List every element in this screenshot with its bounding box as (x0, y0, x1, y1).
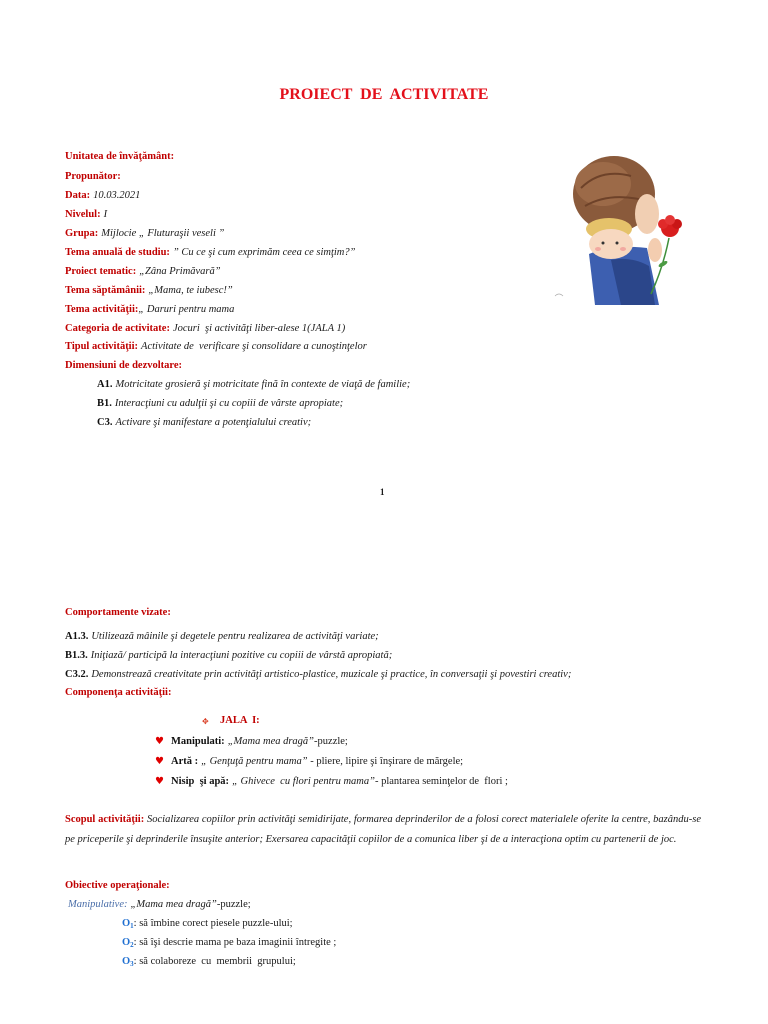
child-face (589, 229, 633, 259)
purpose-paragraph (65, 810, 701, 849)
signature-mark (555, 294, 563, 296)
objective-code: $O_1$ (122, 918, 134, 930)
field-value: Mijlocie „ Fluturaşii veseli ” (101, 228, 225, 239)
center-item (171, 755, 463, 769)
field-group (65, 227, 224, 241)
behavior-code: A1.3. (65, 631, 89, 642)
field-value: „Mama, te iubesc!” (148, 285, 233, 296)
center-title: „ Genţuţă pentru mama” (201, 756, 308, 767)
objective-text: : să colaboreze cu membrii grupului; (133, 956, 296, 967)
field-date (65, 189, 140, 203)
dimension-item (97, 397, 343, 411)
field-label: Tema anuală de studiu: (65, 247, 170, 258)
objective-text: : să îmbine corect piesele puzzle-ului; (133, 918, 293, 929)
mother-child-illustration (551, 148, 691, 308)
heart-icon: ♥ (155, 736, 164, 747)
child-eye (602, 242, 605, 245)
mother-cheek (635, 194, 659, 234)
objectives-section-desc: -puzzle; (216, 899, 251, 910)
behavior-text: Demonstrează creativitate prin activităţi artistico-plastice, muzicale şi practice, în conversaţii şi povestiri creativ; (91, 669, 572, 680)
objective-text: : să îşi descrie mama pe baza imaginii întregite ; (133, 937, 337, 948)
objective-item (122, 936, 336, 952)
mother-hand (648, 238, 662, 262)
objective-item (122, 955, 296, 971)
dimension-code: C3. (97, 417, 113, 428)
field-label: Tema activităţii: (65, 304, 139, 315)
dimension-code: A1. (97, 379, 113, 390)
section-label: Obiective operaţionale: (65, 880, 170, 891)
page-number: 1 (380, 487, 385, 497)
center-item (171, 735, 348, 749)
field-project (65, 265, 221, 279)
field-label: Proiect tematic: (65, 266, 137, 277)
pin-bullet-icon: ✥ (202, 717, 209, 726)
heart-icon: ♥ (155, 776, 164, 787)
field-value: „ Daruri pentru mama (138, 304, 235, 315)
jala-group (220, 714, 260, 728)
section-label: Componenţa activităţii: (65, 687, 172, 698)
behavior-code: C3.2. (65, 669, 89, 680)
group-label: JALA I: (220, 715, 260, 726)
behavior-code: B1.3. (65, 650, 88, 661)
field-label: Nivelul: (65, 209, 101, 220)
objectives-section-name: Manipulative: (68, 899, 128, 910)
field-label: Dimensiuni de dezvoltare: (65, 360, 183, 371)
behavior-item (65, 668, 571, 682)
field-activity-theme (65, 303, 234, 317)
center-desc: - plantarea seminţelor de flori ; (374, 776, 508, 787)
behavior-item (65, 630, 379, 644)
field-unit (65, 150, 174, 164)
dimension-text: Interacţiuni cu adulţii şi cu copiii de vârste apropiate; (114, 398, 344, 409)
field-value: „Zâna Primăvară” (139, 266, 221, 277)
field-label: Categoria de activitate: (65, 323, 170, 334)
center-desc: -puzzle; (314, 736, 348, 747)
field-activity-type (65, 340, 367, 354)
objective-code: $O_2$ (122, 937, 134, 949)
field-value: ” Cu ce şi cum exprimăm ceea ce simţim?” (172, 247, 356, 258)
behavior-text: Utilizează mâinile şi degetele pentru realizarea de activităţi variate; (91, 631, 379, 642)
center-item (171, 775, 508, 789)
center-title: „Mama mea dragă” (227, 736, 315, 747)
objective-item (122, 917, 293, 933)
heart-icon: ♥ (155, 756, 164, 767)
field-label: Tema săptămânii: (65, 285, 146, 296)
objective-code: $O_3$ (122, 956, 134, 968)
section-label: Comportamente vizate: (65, 607, 171, 618)
components-heading (65, 686, 171, 700)
field-value: Jocuri şi activităţi liber-alese 1(JALA 1) (172, 323, 346, 334)
center-title: „ Ghivece cu flori pentru mama” (232, 776, 375, 787)
field-proposer (65, 170, 121, 184)
field-label: Grupa: (65, 228, 99, 239)
field-value: 10.03.2021 (93, 190, 141, 201)
page-title: PROIECT DE ACTIVITATE (279, 86, 489, 103)
section-label: Scopul activităţii: (65, 814, 145, 825)
field-annual-theme (65, 246, 355, 260)
field-label: Propunător: (65, 171, 121, 182)
field-label: Tipul activităţii: (65, 341, 139, 352)
objectives-section (68, 898, 251, 912)
field-label: Unitatea de învăţământ: (65, 151, 175, 162)
field-level (65, 208, 107, 222)
dimension-text: Motricitate grosieră şi motricitate fină în contexte de viaţă de familie; (115, 379, 411, 390)
field-value: I (103, 209, 108, 220)
objectives-heading (65, 879, 170, 893)
field-category (65, 322, 345, 336)
dimension-item (97, 378, 410, 392)
purpose-text: Socializarea copiilor prin activităţi semidirijate, formarea deprinderilor de a folosi corect materialele oferite la centre, bazându-se pe priceperile şi deprinderile însuşite anterior; Exersarea capacităţii copiilor de a comunica liber şi de a interacţiona optim cu partenerii de joc. (65, 814, 702, 845)
center-desc: - pliere, lipire şi înşirare de mărgele; (307, 756, 464, 767)
field-dimensions (65, 359, 182, 373)
behavior-text: Iniţiază/ participă la interacţiuni pozitive cu copiii de vârstă apropiată; (90, 650, 393, 661)
center-name: Artă : (171, 756, 199, 767)
dimension-code: B1. (97, 398, 112, 409)
dimension-text: Activare şi manifestare a potenţialului creativ; (115, 417, 312, 428)
child-eye (616, 242, 619, 245)
center-name: Manipulati: (171, 736, 225, 747)
center-name: Nisip şi apă: (171, 776, 230, 787)
objectives-section-title: „Mama mea dragă” (130, 899, 217, 910)
dimension-item (97, 416, 311, 430)
field-label: Data: (65, 190, 91, 201)
field-value: Activitate de verificare şi consolidare a cunoştinţelor (141, 341, 367, 352)
red-flower-icon (658, 215, 682, 237)
behavior-item (65, 649, 392, 663)
behaviors-heading (65, 606, 171, 620)
field-week-theme (65, 284, 233, 298)
